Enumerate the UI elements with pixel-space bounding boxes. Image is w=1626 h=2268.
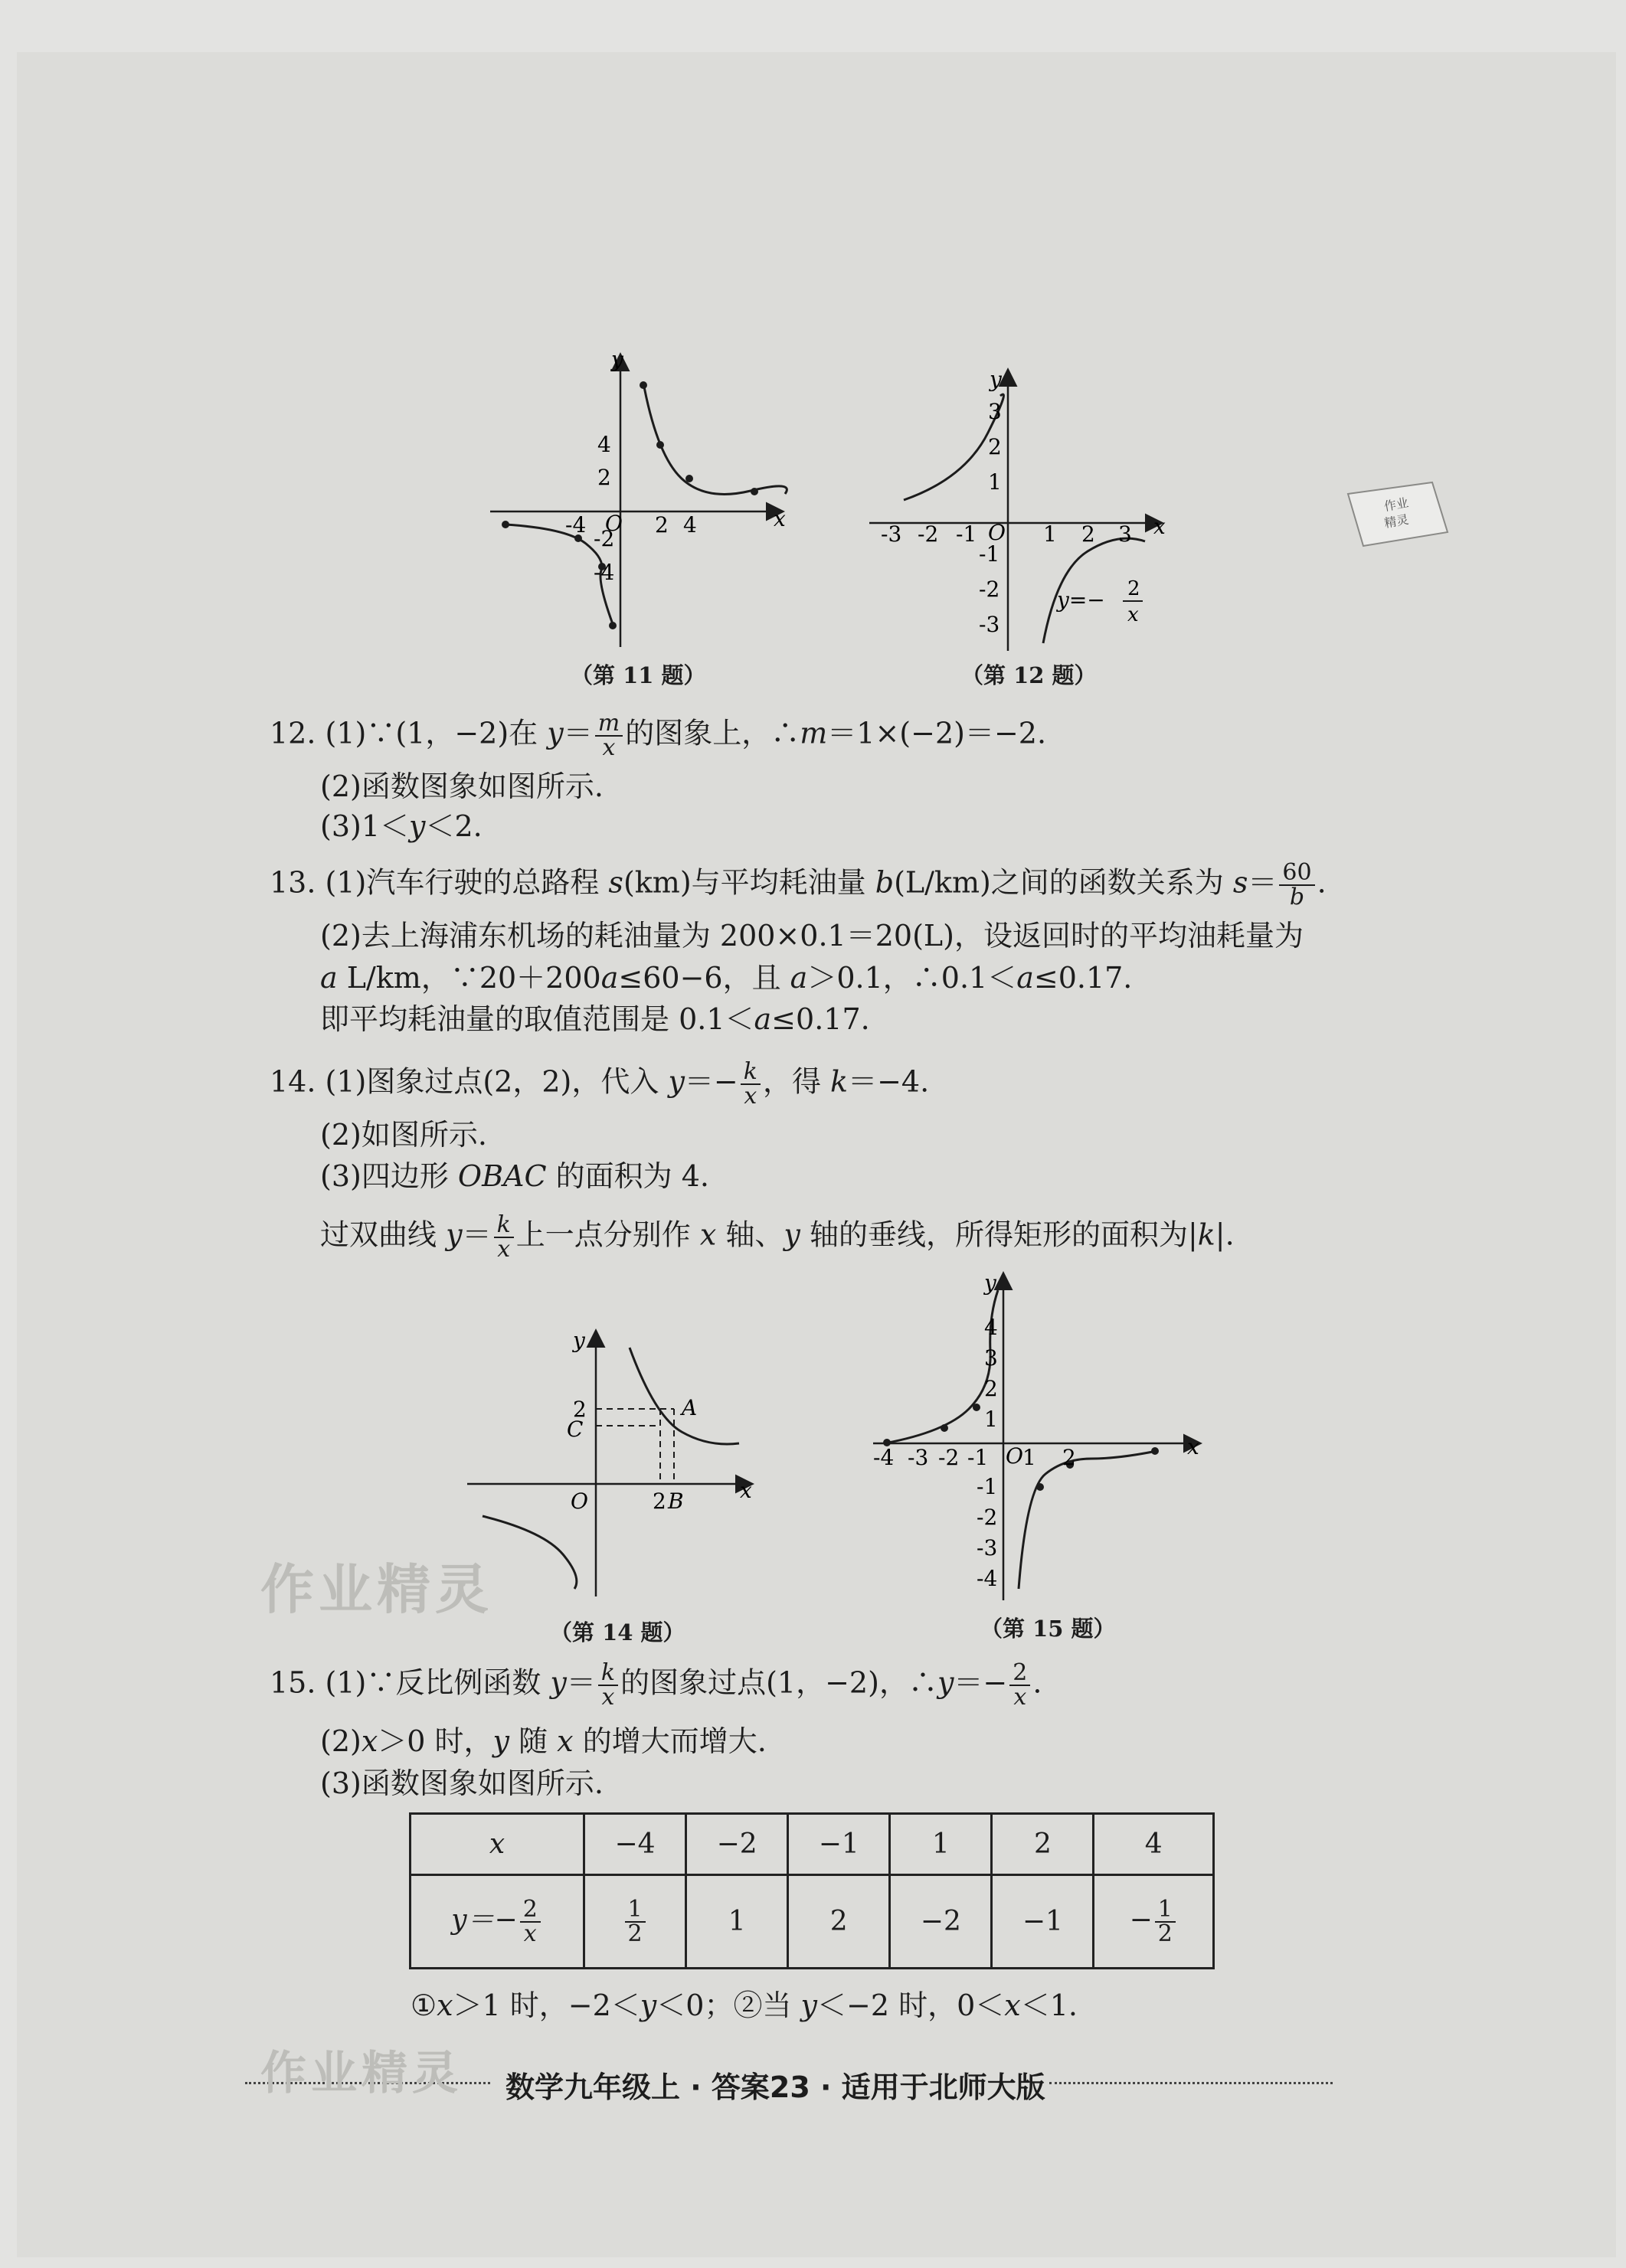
fig12-y-tick: -3	[979, 612, 1000, 637]
fig15-y-tick: 1	[984, 1407, 998, 1432]
q13-line-3: a L/km，∵20＋200a≤60−6，且 a＞0.1，∴0.1＜a≤0.17.	[320, 961, 1133, 995]
table-row	[411, 1875, 1214, 1969]
fig12-curve-den: x	[1127, 603, 1139, 626]
fig12-y-axis-label: y	[990, 367, 1002, 392]
q12-line-3: (3)1＜y＜2.	[320, 809, 483, 843]
table-cell: −1	[788, 1814, 890, 1875]
figure-12-caption: （第 12 题）	[961, 662, 1097, 688]
table-cell: $\frac{1}{2}$	[584, 1875, 686, 1969]
table-cell: −1	[992, 1875, 1094, 1969]
table-cell: 1	[890, 1814, 992, 1875]
q12-line-2: (2)函数图象如图所示.	[320, 770, 604, 803]
fig12-y-tick: 2	[988, 434, 1002, 459]
fig12-y-tick: -1	[979, 541, 1000, 567]
homework-stamp	[1340, 471, 1455, 555]
fig15-x-tick: -4	[873, 1445, 895, 1470]
fig15-x-tick: -3	[908, 1445, 929, 1470]
figure-14-caption: （第 14 题）	[550, 1619, 685, 1645]
fig14-label-C: C	[567, 1417, 584, 1442]
figure-14-graph	[460, 1325, 758, 1600]
fig15-y-tick: -1	[977, 1474, 998, 1499]
fig15-y-tick: -4	[977, 1566, 998, 1591]
q15-line-3: (3)函数图象如图所示.	[320, 1766, 604, 1800]
table-cell: − $\frac{1}{2}$	[1094, 1875, 1214, 1969]
fig15-y-tick: 4	[984, 1315, 998, 1340]
fig15-x-tick: 1	[1022, 1445, 1036, 1470]
fig11-y-tick: 2	[597, 465, 611, 490]
q13-line-4: 即平均耗油量的取值范围是 0.1＜a≤0.17.	[320, 1002, 870, 1036]
q12-line-1: 12. (1)∵(1，−2)在 y＝ $\frac{m}{x}$ 的图象上，∴m＝1×(−2)＝−2.	[270, 710, 1047, 761]
fig15-y-tick: -2	[977, 1505, 998, 1530]
fig15-x-tick: -1	[967, 1445, 989, 1470]
fig12-curve-label: y=−	[1057, 587, 1105, 613]
table-cell: −2	[686, 1814, 788, 1875]
fig11-y-tick: -4	[594, 560, 615, 585]
q15-line-2: (2)x＞0 时，y 随 x 的增大而增大.	[320, 1724, 767, 1758]
fig12-x-tick: -2	[918, 521, 939, 547]
watermark: 作业精灵	[260, 2047, 463, 2100]
fig14-label-2y: 2	[573, 1397, 587, 1422]
fig12-y-tick: -2	[979, 577, 1000, 602]
fig12-origin-label: O	[988, 520, 1006, 545]
fig11-x-tick: -4	[565, 512, 587, 538]
fig14-label-B: B	[668, 1489, 684, 1514]
footer-divider	[1049, 2082, 1333, 2084]
q14-line-3: (3)四边形 OBAC 的面积为 4.	[320, 1159, 709, 1193]
figure-15-graph	[862, 1267, 1206, 1604]
table-cell: 2	[788, 1875, 890, 1969]
table-cell: 1	[686, 1875, 788, 1969]
fig14-y-axis-label: y	[573, 1328, 585, 1353]
q15-line-1: 15. (1)∵反比例函数 y＝ $\frac{k}{x}$ 的图象过点(1，−2)，∴y＝− $\frac{2}{x}$ .	[270, 1659, 1042, 1711]
fig11-x-tick: 4	[683, 512, 697, 538]
footer-text: 数学九年级上 · 答案23 · 适用于北师大版	[505, 2070, 1045, 2104]
table-cell: 2	[992, 1814, 1094, 1875]
fig11-origin-label: O	[605, 511, 623, 536]
fig15-x-axis-label: x	[1187, 1434, 1199, 1459]
q14-line-1: 14. (1)图象过点(2，2)，代入 y＝− $\frac{k}{x}$ ，得 k＝−4.	[270, 1058, 930, 1109]
fig14-origin-label: O	[571, 1489, 588, 1514]
table-header-x: x	[411, 1814, 584, 1875]
q13-line-2: (2)去上海浦东机场的耗油量为 200×0.1＝20(L)，设返回时的平均油耗量为	[320, 919, 1304, 953]
figure-11-caption: （第 11 题）	[571, 662, 706, 688]
stamp-text: 作业	[1382, 495, 1410, 515]
fig15-origin-label: O	[1006, 1443, 1023, 1469]
figure-11-graph	[483, 348, 797, 651]
fig12-x-tick: 3	[1118, 521, 1132, 547]
fig12-x-tick: 1	[1043, 521, 1057, 547]
q14-line-2: (2)如图所示.	[320, 1118, 487, 1152]
watermark: 作业精灵	[260, 1558, 493, 1621]
fig14-x-axis-label: x	[740, 1478, 752, 1503]
fig15-x-tick: 2	[1062, 1445, 1076, 1470]
fig15-y-tick: 3	[984, 1345, 998, 1371]
fig15-x-tick: -2	[938, 1445, 960, 1470]
fig12-y-tick: 3	[988, 399, 1002, 424]
q14-line-4: 过双曲线 y＝ $\frac{k}{x}$ 上一点分别作 x 轴、y 轴的垂线，所得矩形的面积为|k|.	[320, 1211, 1235, 1263]
q13-line-1: 13. (1)汽车行驶的总路程 s(km)与平均耗油量 b(L/km)之间的函数关系为 s＝ $\frac{60}{b}$ .	[270, 859, 1327, 910]
fig14-label-A: A	[682, 1395, 698, 1420]
fig15-y-tick: -3	[977, 1535, 998, 1560]
q15-line-4: ①x＞1 时，−2＜y＜0；②当 y＜−2 时，0＜x＜1.	[411, 1989, 1078, 2022]
fig12-x-tick: -1	[956, 521, 977, 547]
fig11-x-tick: 2	[655, 512, 669, 538]
value-table	[409, 1812, 1215, 1969]
fig12-x-axis-label: x	[1153, 514, 1166, 539]
table-cell: −2	[890, 1875, 992, 1969]
fig12-y-tick: 1	[988, 469, 1002, 495]
table-header-y: y＝− $\frac{2}{x}$	[411, 1875, 584, 1969]
fig11-y-tick: 4	[597, 432, 611, 457]
figure-15-caption: （第 15 题）	[980, 1616, 1116, 1642]
figure-12-graph	[865, 364, 1172, 655]
fig14-label-2x: 2	[653, 1489, 666, 1514]
stamp-text: 精灵	[1382, 511, 1410, 531]
table-cell: −4	[584, 1814, 686, 1875]
fig15-y-axis-label: y	[984, 1270, 996, 1296]
fig12-curve-num: 2	[1127, 577, 1140, 600]
fig15-y-tick: 2	[984, 1376, 998, 1401]
fig12-x-tick: -3	[881, 521, 902, 547]
fig12-x-tick: 2	[1081, 521, 1095, 547]
table-cell: 4	[1094, 1814, 1214, 1875]
fig11-y-tick: -2	[594, 526, 615, 551]
fig11-y-axis-label: y	[611, 348, 623, 372]
fig11-x-axis-label: x	[774, 506, 786, 531]
table-row	[411, 1814, 1214, 1875]
